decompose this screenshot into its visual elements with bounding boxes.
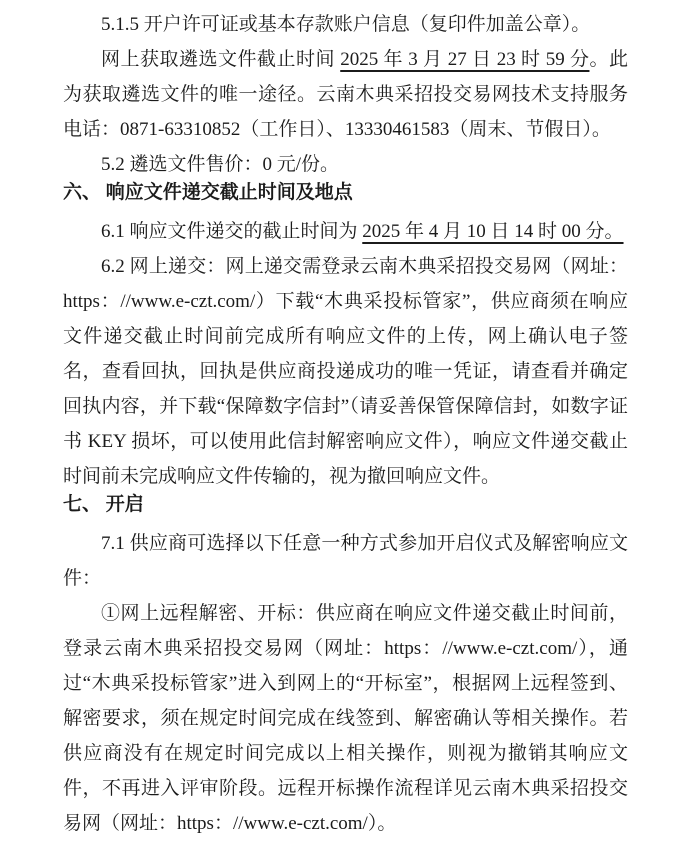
text-run: 6.1 响应文件递交的截止时间为 xyxy=(101,221,363,242)
underlined-date-text: 2025 年 4 月 10 日 14 时 00 分。 xyxy=(362,221,624,242)
text-run: 5.2 遴选文件售价：0 元/份。 xyxy=(101,154,340,175)
text-run: 5.1.5 开户许可证或基本存款账户信息（复印件加盖公章）。 xyxy=(101,14,591,35)
clause-5-1-5-account-info xyxy=(63,7,628,42)
text-run: 6.2 网上递交：网上递交需登录云南木典采招投交易网（网址：https：//www.e-czt.com/）下载“木典采投标管家”，供应商须在响应文件递交截止时间前完成所有响应文件的上传，网上确认电子签名，查看回执，回执是供应商投递成功的唯一凭证，请查看并确定回执内容，并下载“保障数字信封”（请妥善保管保障信封，如数字证书 KEY 损坏，可以使用此信封解密响应文件），响应文件递交截止时间前未完成响应文件传输的，视为撤回响应文件。 xyxy=(63,256,628,487)
text-run: 六、 响应文件递交截止时间及地点 xyxy=(63,182,353,203)
section-heading-6 xyxy=(63,175,628,210)
text-run: 七、 开启 xyxy=(63,494,144,515)
text-run: ①网上远程解密、开标：供应商在响应文件递交截止时间前，登录云南木典采招投交易网（网址：https：//www.e-czt.com/），通过“木典采投标管家”进入到网上的“开标室”，根据网上远程签到、解密要求，须在规定时间完成在线签到、解密确认等相关操作。若供应商没有在规定时间完成以上相关操作，则视为撤销其响应文件，不再进入评审阶段。远程开标操作流程详见云南木典采招投交易网（网址：https：//www.e-czt.com/）。 xyxy=(63,603,628,834)
clause-file-acquisition-deadline xyxy=(63,42,628,147)
clause-7-1-item-1-remote-decryption xyxy=(63,596,628,841)
clause-6-2-online-submission xyxy=(63,249,628,494)
clause-7-1-opening-options xyxy=(63,526,628,596)
underlined-date-text: 2025 年 3 月 27 日 23 时 59 分 xyxy=(340,49,590,70)
text-run: 7.1 供应商可选择以下任意一种方式参加开启仪式及解密响应文件： xyxy=(63,533,628,589)
clause-6-1-submission-deadline xyxy=(63,214,628,249)
text-run: 网上获取遴选文件截止时间 xyxy=(101,49,341,70)
text-run: 。此为获取遴选文件的唯一途径。云南木典采招投交易网技术支持服务电话：0871-63310852（工作日）、13330461583（周末、节假日）。 xyxy=(63,49,628,140)
